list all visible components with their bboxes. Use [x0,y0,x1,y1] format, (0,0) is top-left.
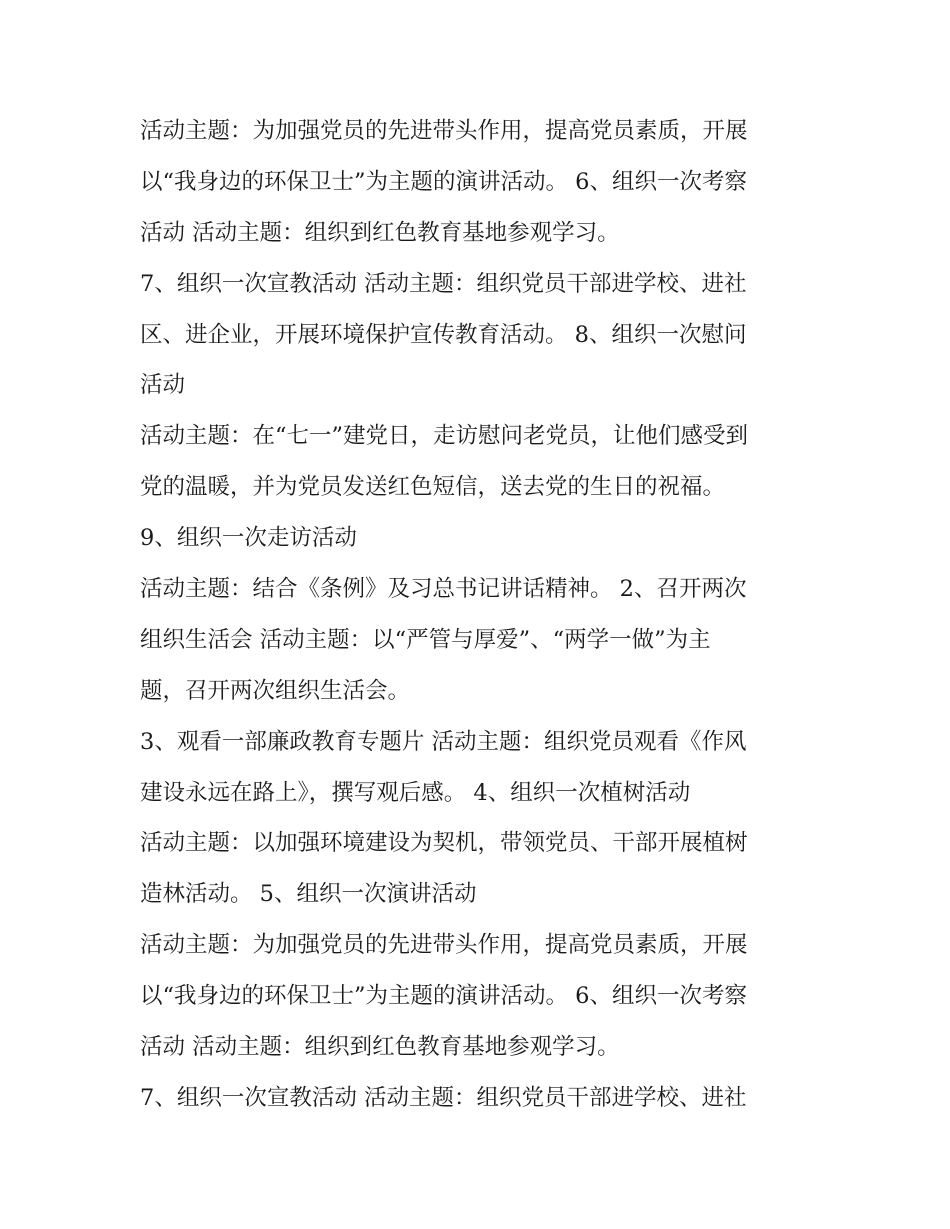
text-line: 造林活动。 5、组织一次演讲活动 [140,881,477,908]
text-line: 区、进企业，开展环境保护宣传教育活动。 8、组织一次慰问 [140,321,747,348]
text-line: 党的温暖，并为党员发送红色短信，送去党的生日的祝福。 [140,474,726,501]
text-line: 7、组织一次宣教活动 活动主题：组织党员干部进学校、进社 [140,270,747,297]
text-line: 活动主题：在“七一”建党日，走访慰问老党员，让他们感受到 [140,423,749,450]
text-line: 7、组织一次宣教活动 活动主题：组织党员干部进学校、进社 [140,1084,747,1111]
text-line: 活动主题：结合《条例》及习总书记讲话精神。 2、召开两次 [140,576,747,603]
text-line: 题，召开两次组织生活会。 [140,677,411,704]
text-line: 活动主题：为加强党员的先进带头作用，提高党员素质，开展 [140,118,748,144]
text-line: 活动主题：以加强环境建设为契机，带领党员、干部开展植树 [140,830,748,857]
text-line: 组织生活会 活动主题：以“严管与厚爱”、“两学一做”为主 [140,626,711,653]
text-line: 3、观看一部廉政教育专题片 活动主题：组织党员观看《作风 [140,728,747,755]
text-line: 活动 活动主题：组织到红色教育基地参观学习。 [140,219,620,246]
document-body [140,106,830,1124]
text-line: 活动 [140,372,186,399]
text-line: 活动 活动主题：组织到红色教育基地参观学习。 [140,1034,620,1061]
text-line: 以“我身边的环保卫士”为主题的演讲活动。 6、组织一次考察 [140,168,747,195]
text-line: 9、组织一次走访活动 [140,525,357,552]
text-line: 活动主题：为加强党员的先进带头作用，提高党员素质，开展 [140,932,748,959]
text-line: 以“我身边的环保卫士”为主题的演讲活动。 6、组织一次考察 [140,983,747,1010]
text-line: 建设永远在路上》，撰写观后感。 4、组织一次植树活动 [140,779,691,806]
